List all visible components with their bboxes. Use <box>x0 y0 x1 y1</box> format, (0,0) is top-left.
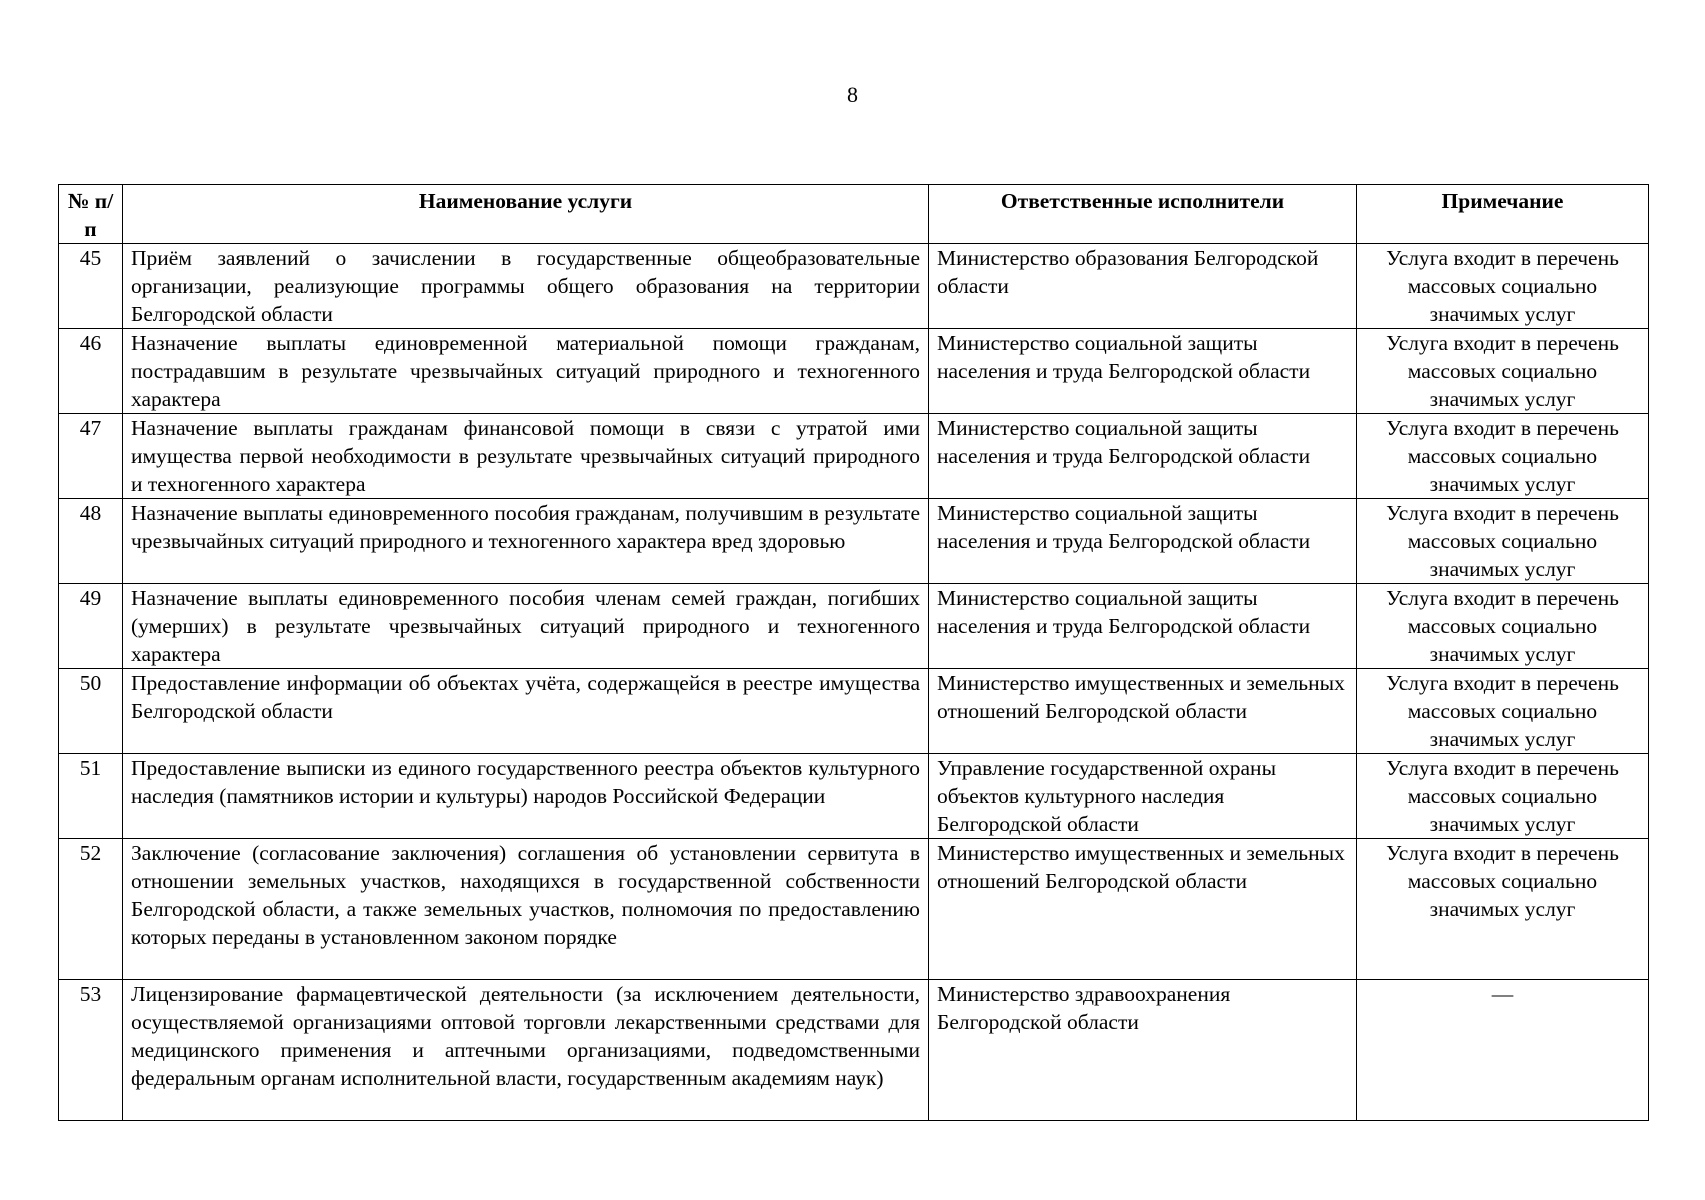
row-number: 47 <box>59 414 123 499</box>
table-header-row <box>59 185 1649 244</box>
executor: Министерство социальной защиты населения и труда Белгородской области <box>929 499 1357 584</box>
header-executors: Ответственные исполнители <box>929 185 1357 244</box>
executor: Министерство образования Белгородской области <box>929 244 1357 329</box>
table-row <box>59 414 1649 499</box>
page-number: 8 <box>847 82 858 107</box>
row-number: 50 <box>59 669 123 754</box>
header-note: Примечание <box>1357 185 1649 244</box>
note: Услуга входит в перечень массовых социально значимых услуг <box>1357 244 1649 329</box>
service-name: Предоставление информации об объектах учёта, содержащейся в реестре имущества Белгородской области <box>123 669 929 754</box>
table-row <box>59 754 1649 839</box>
header-num: № п/п <box>59 185 123 244</box>
row-number: 46 <box>59 329 123 414</box>
row-number: 52 <box>59 839 123 980</box>
table-row <box>59 329 1649 414</box>
note: Услуга входит в перечень массовых социально значимых услуг <box>1357 584 1649 669</box>
service-name: Назначение выплаты единовременного пособия гражданам, получившим в результате чрезвычайных ситуаций природного и техногенного характера вред здоровью <box>123 499 929 584</box>
note: Услуга входит в перечень массовых социально значимых услуг <box>1357 414 1649 499</box>
table-row <box>59 584 1649 669</box>
executor: Управление государственной охраны объектов культурного наследия Белгородской области <box>929 754 1357 839</box>
note: Услуга входит в перечень массовых социально значимых услуг <box>1357 499 1649 584</box>
service-name: Назначение выплаты единовременного пособия членам семей граждан, погибших (умерших) в результате чрезвычайных ситуаций природного и техногенного характера <box>123 584 929 669</box>
table-row <box>59 499 1649 584</box>
row-number: 45 <box>59 244 123 329</box>
row-number: 48 <box>59 499 123 584</box>
header-service-name: Наименование услуги <box>123 185 929 244</box>
executor: Министерство имущественных и земельных отношений Белгородской области <box>929 669 1357 754</box>
row-number: 53 <box>59 980 123 1121</box>
executor: Министерство социальной защиты населения и труда Белгородской области <box>929 329 1357 414</box>
note: Услуга входит в перечень массовых социально значимых услуг <box>1357 329 1649 414</box>
service-name: Заключение (согласование заключения) соглашения об установлении сервитута в отношении земельных участков, находящихся в государственной собственности Белгородской области, а также земельных участков, полномочия по предоставлению которых переданы в установленном законом порядке <box>123 839 929 980</box>
services-table <box>58 184 1649 1121</box>
note: Услуга входит в перечень массовых социально значимых услуг <box>1357 669 1649 754</box>
note: Услуга входит в перечень массовых социально значимых услуг <box>1357 839 1649 980</box>
table-row <box>59 669 1649 754</box>
table-row <box>59 839 1649 980</box>
service-name: Назначение выплаты гражданам финансовой помощи в связи с утратой ими имущества первой необходимости в результате чрезвычайных ситуаций природного и техногенного характера <box>123 414 929 499</box>
note: Услуга входит в перечень массовых социально значимых услуг <box>1357 754 1649 839</box>
row-number: 51 <box>59 754 123 839</box>
service-name: Лицензирование фармацевтической деятельности (за исключением деятельности, осуществляемой организациями оптовой торговли лекарственными средствами для медицинского применения и аптечными организациями, подведомственными федеральным органам исполнительной власти, государственным академиям наук) <box>123 980 929 1121</box>
table-row <box>59 244 1649 329</box>
row-number: 49 <box>59 584 123 669</box>
service-name: Приём заявлений о зачислении в государственные общеобразовательные организации, реализующие программы общего образования на территории Белгородской области <box>123 244 929 329</box>
table-row <box>59 980 1649 1121</box>
service-name: Назначение выплаты единовременной материальной помощи гражданам, пострадавшим в результате чрезвычайных ситуаций природного и техногенного характера <box>123 329 929 414</box>
executor: Министерство социальной защиты населения и труда Белгородской области <box>929 584 1357 669</box>
executor: Министерство здравоохранения Белгородской области <box>929 980 1357 1121</box>
executor: Министерство имущественных и земельных отношений Белгородской области <box>929 839 1357 980</box>
executor: Министерство социальной защиты населения и труда Белгородской области <box>929 414 1357 499</box>
service-name: Предоставление выписки из единого государственного реестра объектов культурного наследия (памятников истории и культуры) народов Российской Федерации <box>123 754 929 839</box>
note: — <box>1357 980 1649 1121</box>
